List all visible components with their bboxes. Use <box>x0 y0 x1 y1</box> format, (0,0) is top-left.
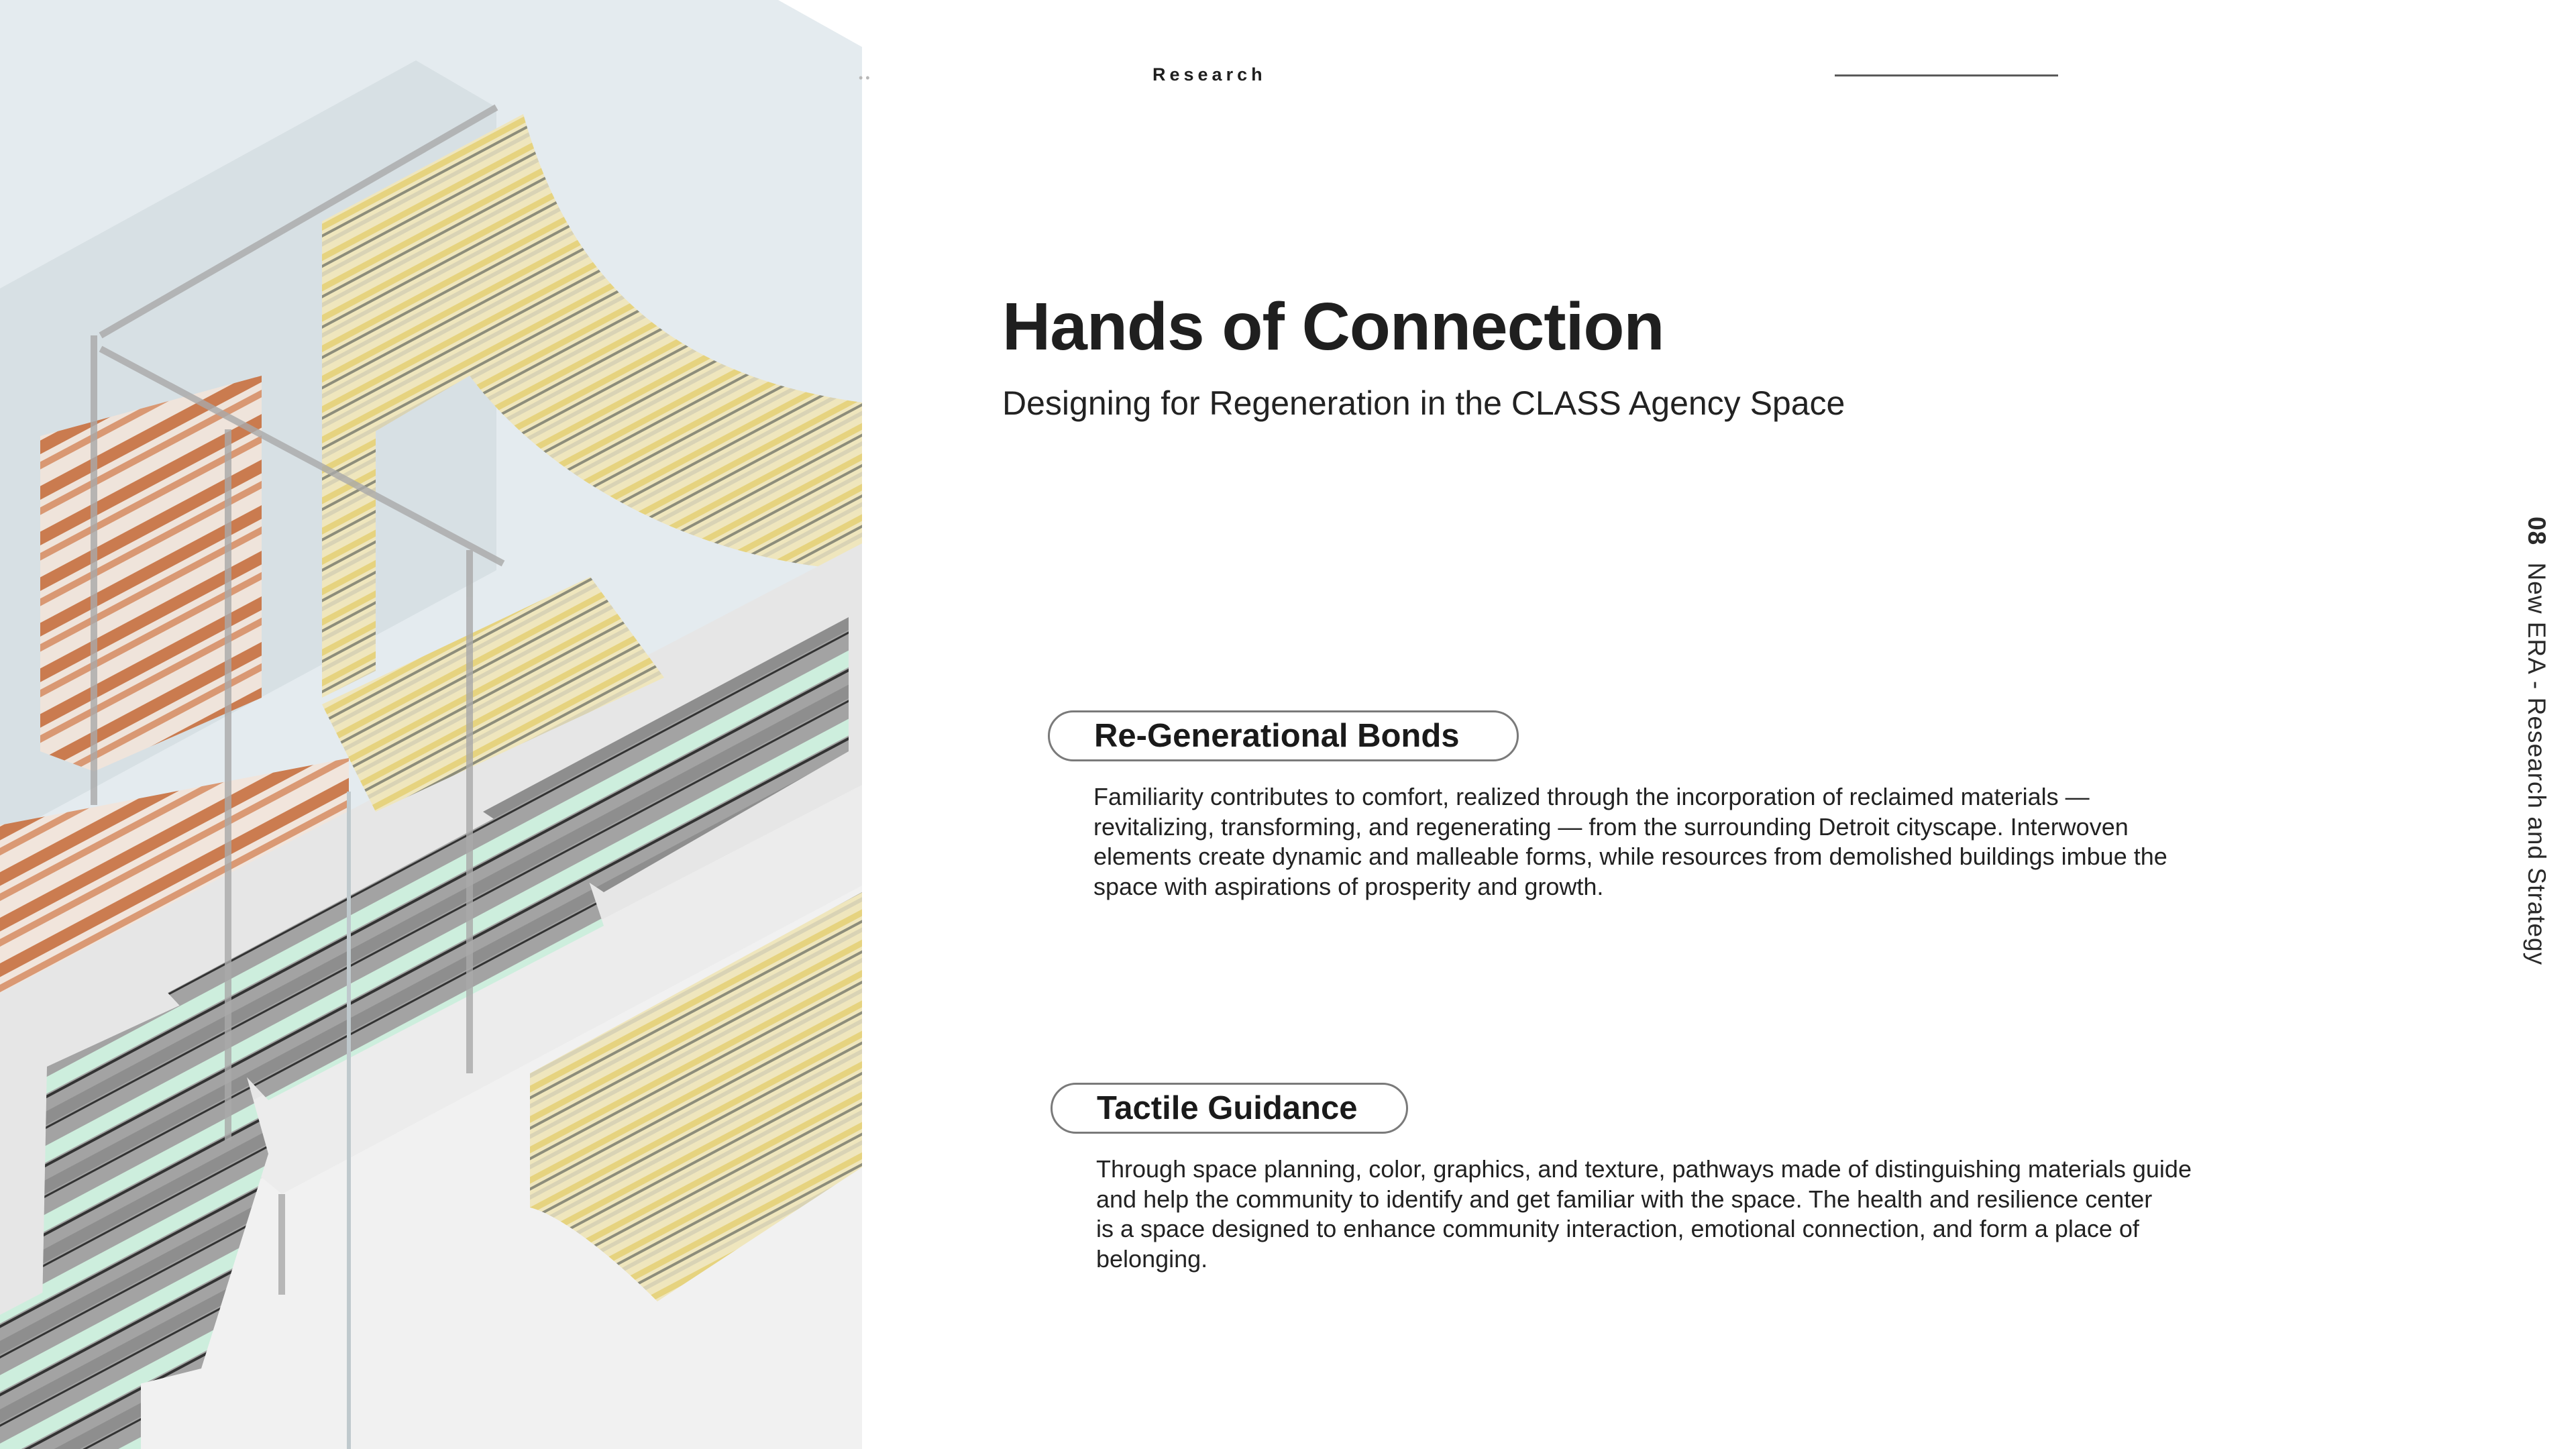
side-page-label <box>2522 517 2551 965</box>
card-body-line: belonging. <box>1096 1244 1208 1273</box>
page-subtitle: Designing for Regeneration in the CLASS Agency Space <box>1002 384 1845 422</box>
section-label: Research <box>1152 64 1267 85</box>
card-body <box>1093 782 2301 902</box>
decorative-dots: •• <box>859 71 873 85</box>
isometric-illustration <box>0 0 862 1449</box>
card-body-line: space with aspirations of prosperity and growth. <box>1093 872 1604 900</box>
page-title: Hands of Connection <box>1002 289 1664 364</box>
card-body-line: elements create dynamic and malleable forms, while resources from demolished buildings imbue the <box>1093 843 2167 870</box>
card-body-line: and help the community to identify and get familiar with the space. The health and resilience center <box>1096 1185 2153 1213</box>
card-body <box>1096 1155 2304 1274</box>
card-body-line: Through space planning, color, graphics, and texture, pathways made of distinguishing materials guide <box>1096 1155 2192 1183</box>
side-label-text: New ERA - Research and Strategy <box>2523 562 2551 966</box>
card-body-line: Familiarity contributes to comfort, realized through the incorporation of reclaimed materials — <box>1093 783 2090 810</box>
card-heading-pill: Tactile Guidance <box>1051 1083 1408 1134</box>
card-body-line: is a space designed to enhance community interaction, emotional connection, and form a place of <box>1096 1215 2139 1242</box>
page-number: 08 <box>2523 517 2551 546</box>
header-divider <box>1835 74 2058 76</box>
card-body-line: revitalizing, transforming, and regenerating — from the surrounding Detroit cityscape. Interwoven <box>1093 812 2129 841</box>
card-heading-pill: Re-Generational Bonds <box>1048 710 1519 761</box>
